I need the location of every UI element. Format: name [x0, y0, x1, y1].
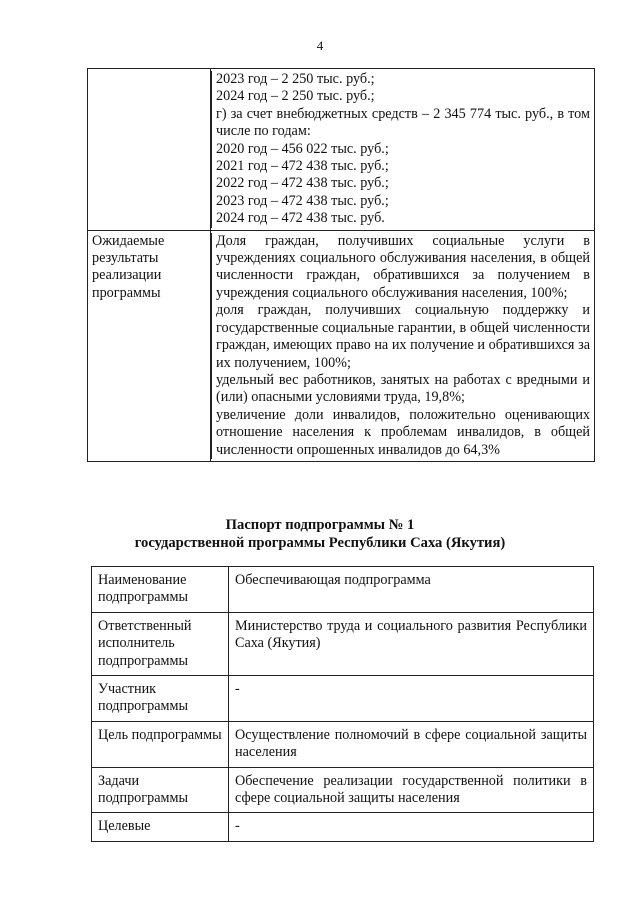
expected-results-label: Ожидаемые результаты реализации программы: [88, 230, 211, 461]
title-line-1: Паспорт подпрограммы № 1: [225, 517, 415, 533]
funding-line: 2023 год – 2 250 тыс. руб.;: [216, 71, 375, 87]
program-passport-table-continued: [87, 68, 595, 462]
funding-cell: [211, 69, 595, 231]
row-value: -: [229, 813, 594, 841]
funding-line: 2021 год – 472 438 тыс. руб.;: [216, 158, 389, 175]
row-label: Цель подпрограммы: [92, 721, 229, 767]
row-value: Министерство труда и социального развития Республики Саха (Якутия): [229, 612, 594, 675]
title-line-2: государственной программы Республики Саха (Якутия): [134, 535, 506, 551]
page-number: 4: [316, 38, 324, 53]
funding-line: 2024 год – 472 438 тыс. руб.: [216, 210, 385, 227]
table-row: [92, 767, 594, 813]
table-row: [92, 676, 594, 722]
funding-line: 2022 год – 472 438 тыс. руб.;: [216, 175, 389, 192]
row-label: Задачи подпрограммы: [92, 767, 229, 813]
funding-line: 2023 год – 472 438 тыс. руб.;: [216, 192, 389, 209]
result-item: Доля граждан, получивших социальные услуги в учреждениях социального обслуживания населения, в общей численности граждан, обратившихся за получением в учреждения социального обслуживания населения, 100%;: [216, 232, 590, 301]
table-row: [92, 567, 594, 613]
table-row: [88, 230, 595, 461]
empty-label-cell: [88, 69, 211, 231]
funding-line: 2024 год – 2 250 тыс. руб.;: [216, 88, 375, 105]
result-item: удельный вес работников, занятых на работах с вредными и (или) опасными условиями труда, 19,8%;: [216, 371, 590, 406]
table-row: [92, 612, 594, 675]
row-value: Осуществление полномочий в сфере социальной защиты населения: [229, 721, 594, 767]
funding-line: г) за счет внебюджетных средств – 2 345 774 тыс. руб., в том числе по годам:: [216, 105, 590, 140]
result-item: доля граждан, получивших социальную поддержку и государственные социальные гарантии, в общей численности граждан, имеющих право на их получение и обратившихся за их получением, 100%;: [216, 302, 590, 371]
row-label: Ответственный исполнитель подпрограммы: [92, 612, 229, 675]
subprogram-passport-title: [0, 516, 640, 552]
row-value: Обеспечивающая подпрограмма: [229, 567, 594, 613]
row-label: Участник подпрограммы: [92, 676, 229, 722]
subprogram-passport-table: [91, 566, 594, 842]
result-item: увеличение доли инвалидов, положительно оценивающих отношение населения к проблемам инвалидов, в общей численности опрошенных инвалидов до 64,3%: [216, 406, 590, 458]
row-value: -: [229, 676, 594, 722]
table-row: [92, 721, 594, 767]
table-row: [92, 813, 594, 841]
funding-line: 2020 год – 456 022 тыс. руб.;: [216, 140, 389, 157]
row-label: Наименование подпрограммы: [92, 567, 229, 613]
table-row: [88, 69, 595, 231]
expected-results-cell: [211, 230, 595, 461]
row-value: Обеспечение реализации государственной политики в сфере социальной защиты населения: [229, 767, 594, 813]
row-label: Целевые: [92, 813, 229, 841]
